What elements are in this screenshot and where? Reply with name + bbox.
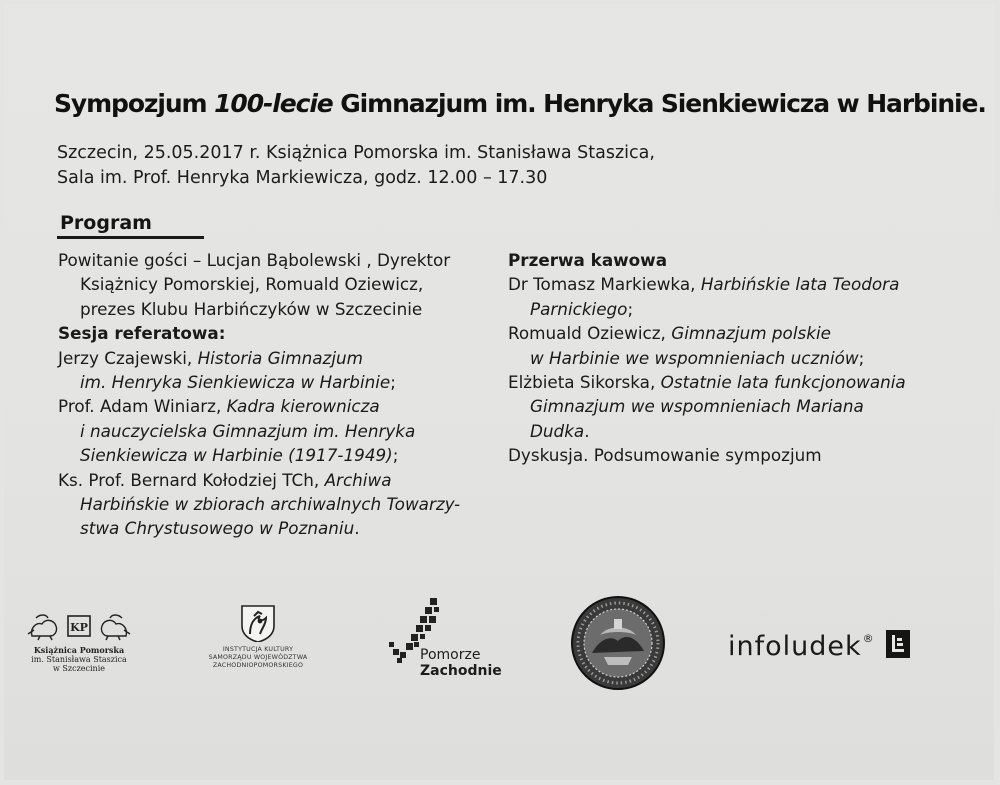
talk-item bbox=[58, 346, 460, 370]
talk-title: Gimnazjum polskie bbox=[671, 323, 831, 344]
infoludek-logo bbox=[728, 630, 910, 662]
program-right-column bbox=[508, 248, 906, 468]
closing-line: Dyskusja. Podsumowanie sympozjum bbox=[508, 445, 822, 466]
griffin-shield-icon bbox=[196, 604, 320, 642]
talk-item bbox=[508, 321, 906, 345]
zachodnie-line: Zachodnie bbox=[420, 663, 502, 679]
instytucja-line: ZACHODNIOPOMORSKIEGO bbox=[212, 662, 304, 669]
talk-end: ; bbox=[390, 372, 396, 393]
program-left-column bbox=[58, 248, 460, 541]
talk-item bbox=[58, 394, 460, 418]
infoludek-text: infoludek bbox=[728, 631, 862, 662]
welcome-line: Powitanie gości – Lucjan Bąbolewski , Dyrektor bbox=[58, 250, 451, 270]
talk-item bbox=[508, 370, 906, 394]
talk-title: Kadra kierownicza bbox=[226, 396, 380, 417]
talk-item-continued bbox=[508, 419, 906, 443]
talk-title: Harbińskie w zbiorach archiwalnych Towarzy- bbox=[80, 494, 461, 515]
ksiaznica-line: im. Stanisława Staszica bbox=[31, 655, 127, 664]
talk-item-continued bbox=[58, 419, 460, 443]
talk-end: ; bbox=[858, 347, 865, 368]
ksiaznica-line: Książnica Pomorska bbox=[33, 645, 125, 655]
talk-item-continued bbox=[58, 443, 460, 467]
talk-item-continued bbox=[58, 370, 460, 394]
lions-crest-icon bbox=[20, 608, 138, 642]
infoludek-figure-icon bbox=[886, 630, 910, 658]
instytucja-line: SAMORZĄDU WOJEWÓDZTWA bbox=[208, 654, 308, 661]
pomorze-line: Pomorze bbox=[420, 647, 481, 663]
welcome-line: Książnicy Pomorskiej, Romuald Oziewicz, bbox=[80, 274, 424, 295]
talk-title: Historia Gimnazjum bbox=[197, 347, 363, 368]
talk-title: Harbińskie lata Teodora bbox=[700, 274, 900, 295]
talk-title: Ostatnie lata funkcjonowania bbox=[660, 372, 906, 393]
subtitle-line-2: Sala im. Prof. Henryka Markiewicza, godz. 12.00 – 17.30 bbox=[57, 168, 548, 188]
talk-title: im. Henryka Sienkiewicza w Harbinie bbox=[80, 372, 391, 393]
talk-speaker: Romuald Oziewicz, bbox=[508, 323, 672, 344]
talk-speaker: Jerzy Czajewski, bbox=[58, 347, 198, 368]
talk-end: ; bbox=[627, 298, 634, 319]
club-seal-logo bbox=[570, 595, 666, 691]
talk-speaker: Ks. Prof. Bernard Kołodziej TCh, bbox=[58, 469, 325, 490]
talk-end: . bbox=[584, 420, 590, 441]
talk-end: ; bbox=[392, 445, 399, 466]
talk-end: . bbox=[354, 518, 360, 539]
ksiaznica-line: w Szczecinie bbox=[53, 664, 105, 673]
talk-speaker: Prof. Adam Winiarz, bbox=[58, 396, 227, 417]
ksiaznica-pomorska-logo bbox=[20, 608, 138, 673]
kp-monogram: KP bbox=[70, 621, 88, 634]
title-italic: 100-lecie bbox=[214, 89, 333, 118]
break-heading: Przerwa kawowa bbox=[508, 250, 668, 270]
talk-title: Dudka bbox=[530, 420, 585, 441]
talk-item-continued bbox=[58, 516, 460, 540]
talk-speaker: Dr Tomasz Markiewka, bbox=[508, 274, 701, 295]
instytucja-line: INSTYTUCJA KULTURY bbox=[222, 646, 294, 653]
registered-mark: ® bbox=[862, 632, 875, 645]
welcome-line: prezes Klubu Harbińczyków w Szczecinie bbox=[80, 298, 423, 319]
talk-title: stwa Chrystusowego w Poznaniu bbox=[80, 518, 355, 539]
talk-item bbox=[508, 272, 906, 296]
talk-speaker: Elżbieta Sikorska, bbox=[508, 372, 661, 393]
talk-item-continued bbox=[508, 346, 906, 370]
talk-title: Archiwa bbox=[324, 469, 392, 490]
program-heading: Program bbox=[60, 212, 152, 234]
talk-title: w Harbinie we wspomnieniach uczniów bbox=[530, 347, 859, 368]
poster-title bbox=[54, 89, 986, 118]
talk-item-continued bbox=[508, 297, 906, 321]
subtitle-line-1: Szczecin, 25.05.2017 r. Książnica Pomorska im. Stanisława Staszica, bbox=[57, 143, 655, 163]
talk-item-continued bbox=[508, 394, 906, 418]
session-heading: Sesja referatowa: bbox=[58, 323, 226, 344]
talk-title: i nauczycielska Gimnazjum im. Henryka bbox=[80, 420, 416, 441]
round-seal-icon bbox=[570, 595, 666, 691]
talk-title: Parnickiego bbox=[530, 298, 628, 319]
talk-item bbox=[58, 468, 460, 492]
talk-item-continued bbox=[58, 492, 460, 516]
program-underline bbox=[57, 236, 204, 239]
talk-title: Gimnazjum we wspomnieniach Mariana bbox=[530, 396, 864, 417]
title-prefix: Sympozjum bbox=[54, 89, 215, 118]
title-rest: Gimnazjum im. Henryka Sienkiewicza w Harbinie. bbox=[332, 89, 986, 118]
instytucja-kultury-logo bbox=[196, 604, 320, 670]
pomorze-zachodnie-logo bbox=[420, 647, 502, 679]
talk-title: Sienkiewicza w Harbinie (1917-1949) bbox=[80, 445, 393, 466]
